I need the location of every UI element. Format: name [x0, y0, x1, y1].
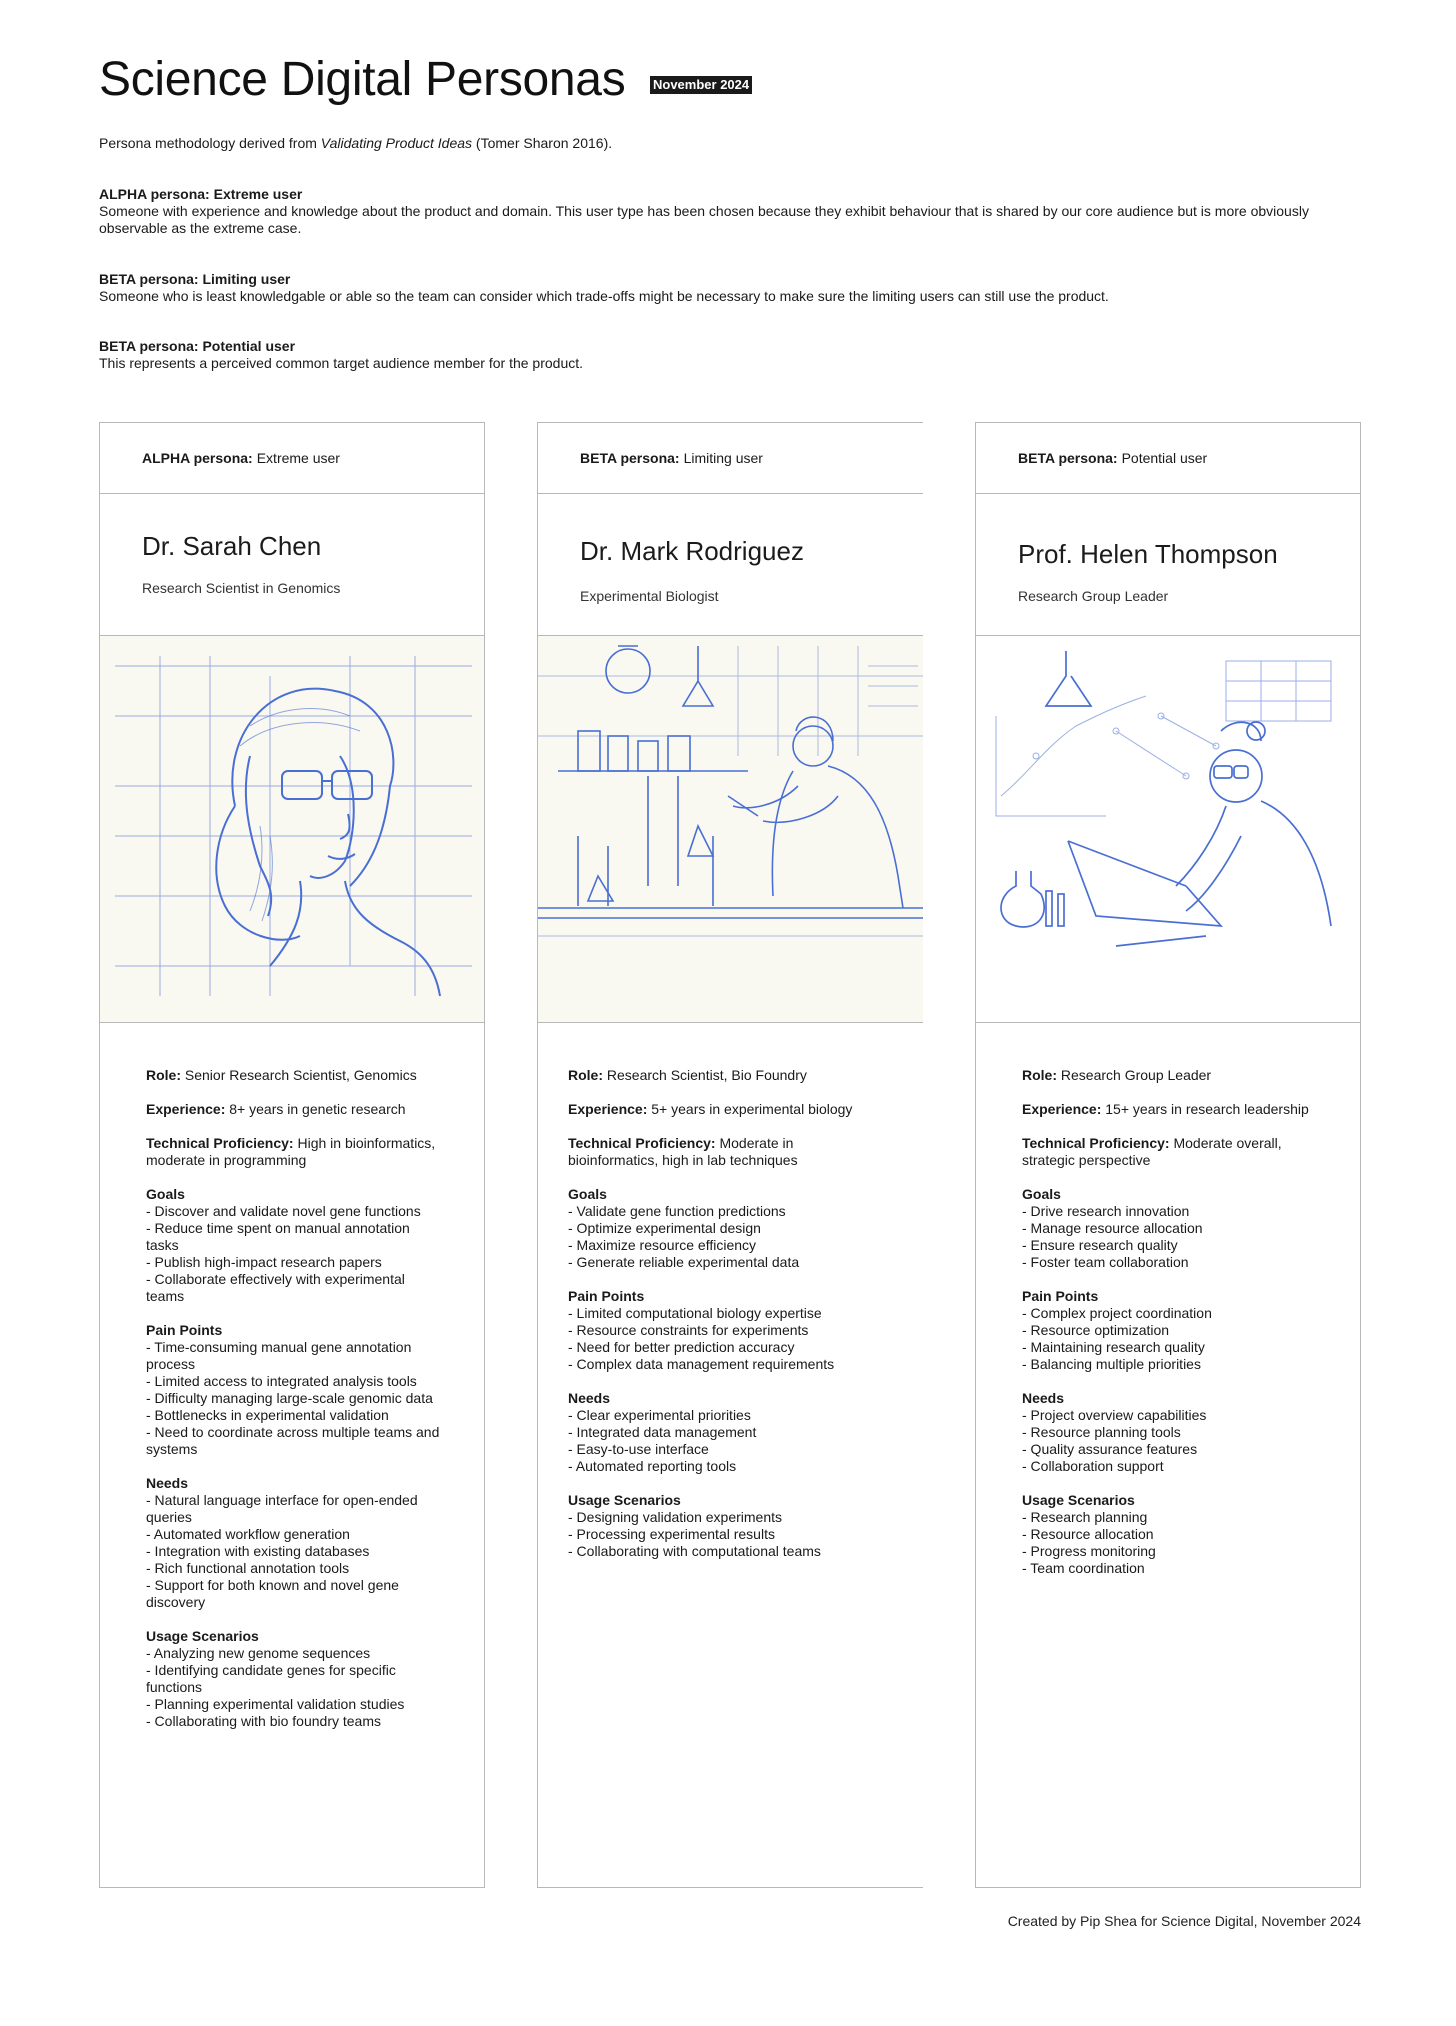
role-value: Research Scientist, Bio Foundry [606, 1067, 807, 1083]
definition-text: Someone with experience and knowledge about the product and domain. This user type has been chosen because they exhibit behaviour that is shared by our core audience but is more obviously observable as the extreme case. [99, 203, 1309, 236]
experience-label: Experience: [1022, 1101, 1102, 1117]
experience-value: 8+ years in genetic research [229, 1101, 406, 1117]
goals-section [1022, 1186, 1322, 1271]
list-item: - Automated reporting tools [568, 1458, 737, 1474]
list-item: - Support for both known and novel gene discovery [146, 1577, 399, 1610]
usage-scenarios-title: Usage Scenarios [146, 1628, 259, 1644]
persona-type-value: Potential user [1121, 450, 1208, 466]
list-item: - Validate gene function predictions [568, 1203, 786, 1219]
usage-scenarios-title: Usage Scenarios [1022, 1492, 1135, 1508]
persona-card-helen-thompson [975, 422, 1361, 1888]
goals-title: Goals [146, 1186, 185, 1202]
persona-type-header [538, 423, 923, 494]
persona-role [146, 1067, 446, 1084]
definition-label: BETA persona: Limiting user [99, 271, 291, 287]
pain-points-section [146, 1322, 446, 1458]
pain-points-section [568, 1288, 868, 1373]
tech-value: Moderate overall, strategic perspective [1022, 1135, 1282, 1168]
definition-text: This represents a perceived common target audience member for the product. [99, 355, 584, 371]
list-item: - Collaboration support [1022, 1458, 1164, 1474]
usage-scenarios-section [568, 1492, 868, 1560]
methodology-prefix: Persona methodology derived from [99, 135, 321, 151]
tech-label: Technical Proficiency: [568, 1135, 716, 1151]
persona-illustration [100, 636, 484, 1023]
experience-value: 5+ years in experimental biology [651, 1101, 853, 1117]
list-item: - Discover and validate novel gene functions [146, 1203, 421, 1219]
methodology-suffix: (Tomer Sharon 2016). [472, 135, 613, 151]
pain-points-title: Pain Points [146, 1322, 223, 1338]
list-item: - Complex project coordination [1022, 1305, 1212, 1321]
list-item: - Team coordination [1022, 1560, 1145, 1576]
definition-alpha [99, 186, 1329, 237]
tech-value: High in bioinformatics, moderate in programming [146, 1135, 436, 1168]
experience-label: Experience: [146, 1101, 226, 1117]
role-label: Role: [568, 1067, 603, 1083]
persona-identity [976, 494, 1360, 636]
persona-type-value: Extreme user [256, 450, 340, 466]
pain-points-title: Pain Points [1022, 1288, 1099, 1304]
persona-experience [568, 1101, 868, 1118]
persona-type-header [100, 423, 484, 494]
persona-type-value: Limiting user [683, 450, 763, 466]
list-item: - Need to coordinate across multiple teams and systems [146, 1424, 440, 1457]
page-title: Science Digital Personas [99, 53, 626, 106]
persona-subtitle: Research Group Leader [1018, 588, 1169, 604]
list-item: - Research planning [1022, 1509, 1148, 1525]
list-item: - Easy-to-use interface [568, 1441, 709, 1457]
persona-identity [538, 494, 923, 636]
needs-title: Needs [146, 1475, 189, 1491]
list-item: - Generate reliable experimental data [568, 1254, 800, 1270]
list-item: - Complex data management requirements [568, 1356, 835, 1372]
list-item: - Balancing multiple priorities [1022, 1356, 1201, 1372]
goals-section [568, 1186, 868, 1271]
needs-section [146, 1475, 446, 1611]
list-item: - Limited computational biology expertise [568, 1305, 822, 1321]
list-item: - Maximize resource efficiency [568, 1237, 757, 1253]
list-item: - Integrated data management [568, 1424, 757, 1440]
needs-section [568, 1390, 868, 1475]
list-item: - Collaborate effectively with experimental teams [146, 1271, 405, 1304]
list-item: - Resource planning tools [1022, 1424, 1181, 1440]
list-item: - Natural language interface for open-ended queries [146, 1492, 418, 1525]
pain-points-title: Pain Points [568, 1288, 645, 1304]
persona-subtitle: Research Scientist in Genomics [142, 580, 341, 596]
list-item: - Collaborating with computational teams [568, 1543, 821, 1559]
list-item: - Limited access to integrated analysis tools [146, 1373, 417, 1389]
list-item: - Planning experimental validation studies [146, 1696, 405, 1712]
needs-title: Needs [1022, 1390, 1065, 1406]
usage-scenarios-section [146, 1628, 446, 1730]
persona-identity [100, 494, 484, 636]
list-item: - Identifying candidate genes for specific functions [146, 1662, 396, 1695]
list-item: - Foster team collaboration [1022, 1254, 1189, 1270]
credit-footer: Created by Pip Shea for Science Digital, November 2024 [1007, 1913, 1361, 1929]
persona-type-label: BETA persona: [580, 450, 680, 466]
role-label: Role: [146, 1067, 181, 1083]
list-item: - Clear experimental priorities [568, 1407, 751, 1423]
list-item: - Project overview capabilities [1022, 1407, 1207, 1423]
list-item: - Manage resource allocation [1022, 1220, 1203, 1236]
pain-points-section [1022, 1288, 1322, 1373]
laptop-sketch-illustration [976, 636, 1360, 1022]
list-item: - Integration with existing databases [146, 1543, 370, 1559]
list-item: - Processing experimental results [568, 1526, 775, 1542]
list-item: - Reduce time spent on manual annotation tasks [146, 1220, 410, 1253]
persona-illustration [538, 636, 923, 1023]
role-label: Role: [1022, 1067, 1057, 1083]
persona-technical-proficiency [1022, 1135, 1322, 1169]
needs-section [1022, 1390, 1322, 1475]
list-item: - Need for better prediction accuracy [568, 1339, 795, 1355]
definition-text: Someone who is least knowledgable or able so the team can consider which trade-offs might be necessary to make sure the limiting users can still use the product. [99, 288, 1109, 304]
list-item: - Resource constraints for experiments [568, 1322, 809, 1338]
list-item: - Analyzing new genome sequences [146, 1645, 371, 1661]
persona-experience [1022, 1101, 1322, 1118]
methodology-note [99, 135, 612, 151]
tech-value: Moderate in bioinformatics, high in lab techniques [568, 1135, 798, 1168]
definition-beta-limiting [99, 271, 1329, 305]
list-item: - Resource optimization [1022, 1322, 1170, 1338]
usage-scenarios-title: Usage Scenarios [568, 1492, 681, 1508]
lab-bench-sketch-illustration [538, 636, 923, 1022]
role-value: Research Group Leader [1060, 1067, 1212, 1083]
persona-role [568, 1067, 868, 1084]
experience-label: Experience: [568, 1101, 648, 1117]
experience-value: 15+ years in research leadership [1105, 1101, 1309, 1117]
list-item: - Optimize experimental design [568, 1220, 761, 1236]
list-item: - Difficulty managing large-scale genomic data [146, 1390, 433, 1406]
list-item: - Drive research innovation [1022, 1203, 1190, 1219]
definition-label: ALPHA persona: Extreme user [99, 186, 303, 202]
tech-label: Technical Proficiency: [146, 1135, 294, 1151]
persona-type-label: BETA persona: [1018, 450, 1118, 466]
persona-illustration [976, 636, 1360, 1023]
persona-technical-proficiency [568, 1135, 868, 1169]
persona-details [538, 1023, 868, 1560]
persona-type-label: ALPHA persona: [142, 450, 253, 466]
persona-details [100, 1023, 446, 1730]
persona-technical-proficiency [146, 1135, 446, 1169]
persona-subtitle: Experimental Biologist [580, 588, 719, 604]
list-item: - Maintaining research quality [1022, 1339, 1205, 1355]
list-item: - Ensure research quality [1022, 1237, 1178, 1253]
goals-section [146, 1186, 446, 1305]
persona-experience [146, 1101, 446, 1118]
usage-scenarios-section [1022, 1492, 1322, 1577]
definition-label: BETA persona: Potential user [99, 338, 296, 354]
role-value: Senior Research Scientist, Genomics [184, 1067, 417, 1083]
persona-role [1022, 1067, 1322, 1084]
list-item: - Automated workflow generation [146, 1526, 350, 1542]
goals-title: Goals [1022, 1186, 1061, 1202]
persona-name: Dr. Sarah Chen [142, 531, 322, 561]
definition-beta-potential [99, 338, 1329, 372]
portrait-sketch-illustration [100, 636, 484, 1022]
persona-card-mark-rodriguez [537, 422, 923, 1888]
list-item: - Collaborating with bio foundry teams [146, 1713, 382, 1729]
list-item: - Rich functional annotation tools [146, 1560, 350, 1576]
list-item: - Progress monitoring [1022, 1543, 1156, 1559]
list-item: - Publish high-impact research papers [146, 1254, 382, 1270]
list-item: - Quality assurance features [1022, 1441, 1198, 1457]
tech-label: Technical Proficiency: [1022, 1135, 1170, 1151]
persona-name: Prof. Helen Thompson [1018, 539, 1278, 569]
needs-title: Needs [568, 1390, 611, 1406]
list-item: - Bottlenecks in experimental validation [146, 1407, 389, 1423]
persona-name: Dr. Mark Rodriguez [580, 536, 804, 566]
list-item: - Time-consuming manual gene annotation process [146, 1339, 412, 1372]
methodology-book-title: Validating Product Ideas [320, 135, 473, 151]
persona-details [976, 1023, 1322, 1577]
date-badge: November 2024 [650, 76, 752, 94]
list-item: - Resource allocation [1022, 1526, 1154, 1542]
persona-card-sarah-chen [99, 422, 485, 1888]
goals-title: Goals [568, 1186, 607, 1202]
persona-type-header [976, 423, 1360, 494]
list-item: - Designing validation experiments [568, 1509, 782, 1525]
